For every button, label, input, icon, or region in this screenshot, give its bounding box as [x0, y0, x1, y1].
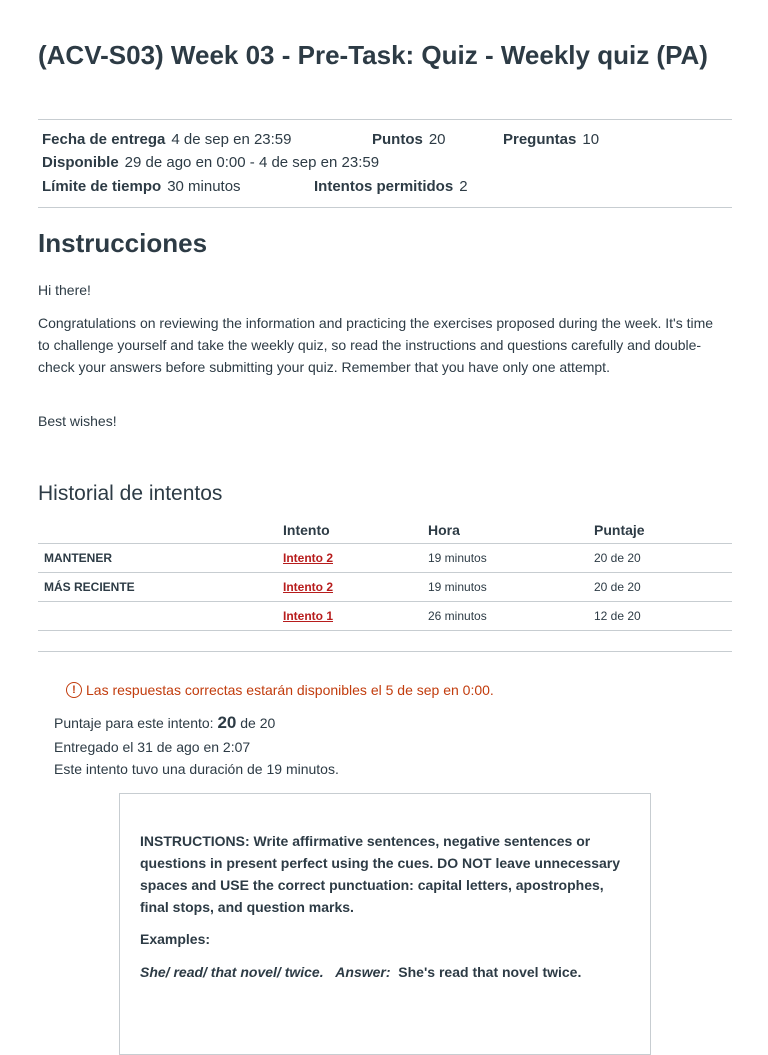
- question-box: [119, 793, 651, 1055]
- attempt-link[interactable]: Intento 2: [283, 551, 333, 565]
- row-label-latest: MÁS RECIENTE: [38, 573, 277, 602]
- availability-value: 29 de ago en 0:00 - 4 de sep en 23:59: [124, 154, 380, 171]
- instructions-greeting: Hi there!: [38, 282, 91, 298]
- instructions-heading: Instrucciones: [38, 228, 208, 258]
- notice-text: Las respuestas correctas estarán disponibles el 5 de sep en 0:00.: [86, 682, 494, 698]
- attempt-time: 19 minutos: [422, 573, 588, 602]
- attempt-score: 20 de 20: [588, 573, 732, 602]
- attempt-history-heading: Historial de intentos: [38, 482, 223, 505]
- points-value: 20: [428, 131, 446, 148]
- attempts-allowed: [314, 178, 468, 196]
- submitted-date: Entregado el 31 de ago en 2:07: [54, 739, 251, 755]
- due-date: [42, 131, 292, 149]
- table-header-row: [38, 516, 732, 544]
- question-instructions: INSTRUCTIONS: Write affirmative sentences, negative sentences or questions in present perfect using the cues. DO NOT leave unnecessary spaces and USE the correct punctuation: capital letters, apostrophes, final stops, and question marks.: [140, 833, 621, 915]
- example-answer: She's read that novel twice.: [398, 964, 582, 980]
- points-label: Puntos: [372, 131, 423, 148]
- divider: [38, 119, 732, 120]
- warning-icon: !: [66, 682, 82, 698]
- attempt-history-table: [38, 516, 732, 631]
- questions-label: Preguntas: [503, 131, 577, 148]
- points: [372, 131, 446, 149]
- due-date-value: 4 de sep en 23:59: [171, 131, 292, 148]
- time-limit-value: 30 minutos: [167, 178, 241, 195]
- page-title: (ACV-S03) Week 03 - Pre-Task: Quiz - Weekly quiz (PA): [38, 40, 708, 70]
- attempt-link[interactable]: Intento 1: [283, 609, 333, 623]
- column-header-attempt: Intento: [277, 516, 422, 544]
- example-line: [140, 961, 632, 983]
- column-header: [38, 516, 277, 544]
- table-row: [38, 573, 732, 602]
- example-cue: She/ read/ that novel/ twice.: [140, 964, 324, 980]
- attempts-allowed-value: 2: [459, 178, 468, 195]
- row-label: [38, 602, 277, 631]
- table-row: [38, 602, 732, 631]
- due-date-label: Fecha de entrega: [42, 131, 166, 148]
- attempt-time: 26 minutos: [422, 602, 588, 631]
- attempt-score: 20 de 20: [588, 544, 732, 573]
- attempt-link[interactable]: Intento 2: [283, 580, 333, 594]
- attempt-score-line: [54, 712, 275, 734]
- answers-availability-notice: [66, 680, 494, 700]
- attempt-duration: Este intento tuvo una duración de 19 minutos.: [54, 761, 339, 777]
- time-limit: [42, 178, 241, 196]
- score-value: 20: [217, 713, 237, 732]
- divider: [38, 651, 732, 652]
- attempts-allowed-label: Intentos permitidos: [314, 178, 454, 195]
- time-limit-label: Límite de tiempo: [42, 178, 162, 195]
- column-header-time: Hora: [422, 516, 588, 544]
- row-label-keep: MANTENER: [38, 544, 277, 573]
- score-prefix: Puntaje para este intento:: [54, 715, 214, 731]
- examples-label: Examples:: [140, 931, 211, 947]
- table-row: [38, 544, 732, 573]
- instructions-body: Congratulations on reviewing the information and practicing the exercises proposed during the week. It's time to challenge yourself and take the weekly quiz, so read the instructions and questions carefully and double-check your answers before submitting your quiz. Remember that you have only one attempt.: [38, 315, 714, 375]
- availability-label: Disponible: [42, 154, 119, 171]
- column-header-score: Puntaje: [588, 516, 732, 544]
- divider: [38, 207, 732, 208]
- score-suffix: de 20: [240, 715, 276, 731]
- attempt-time: 19 minutos: [422, 544, 588, 573]
- answer-label: Answer:: [335, 964, 391, 980]
- questions: [503, 131, 599, 149]
- questions-value: 10: [582, 131, 600, 148]
- attempt-score: 12 de 20: [588, 602, 732, 631]
- availability: [42, 154, 379, 172]
- instructions-closing: Best wishes!: [38, 413, 117, 429]
